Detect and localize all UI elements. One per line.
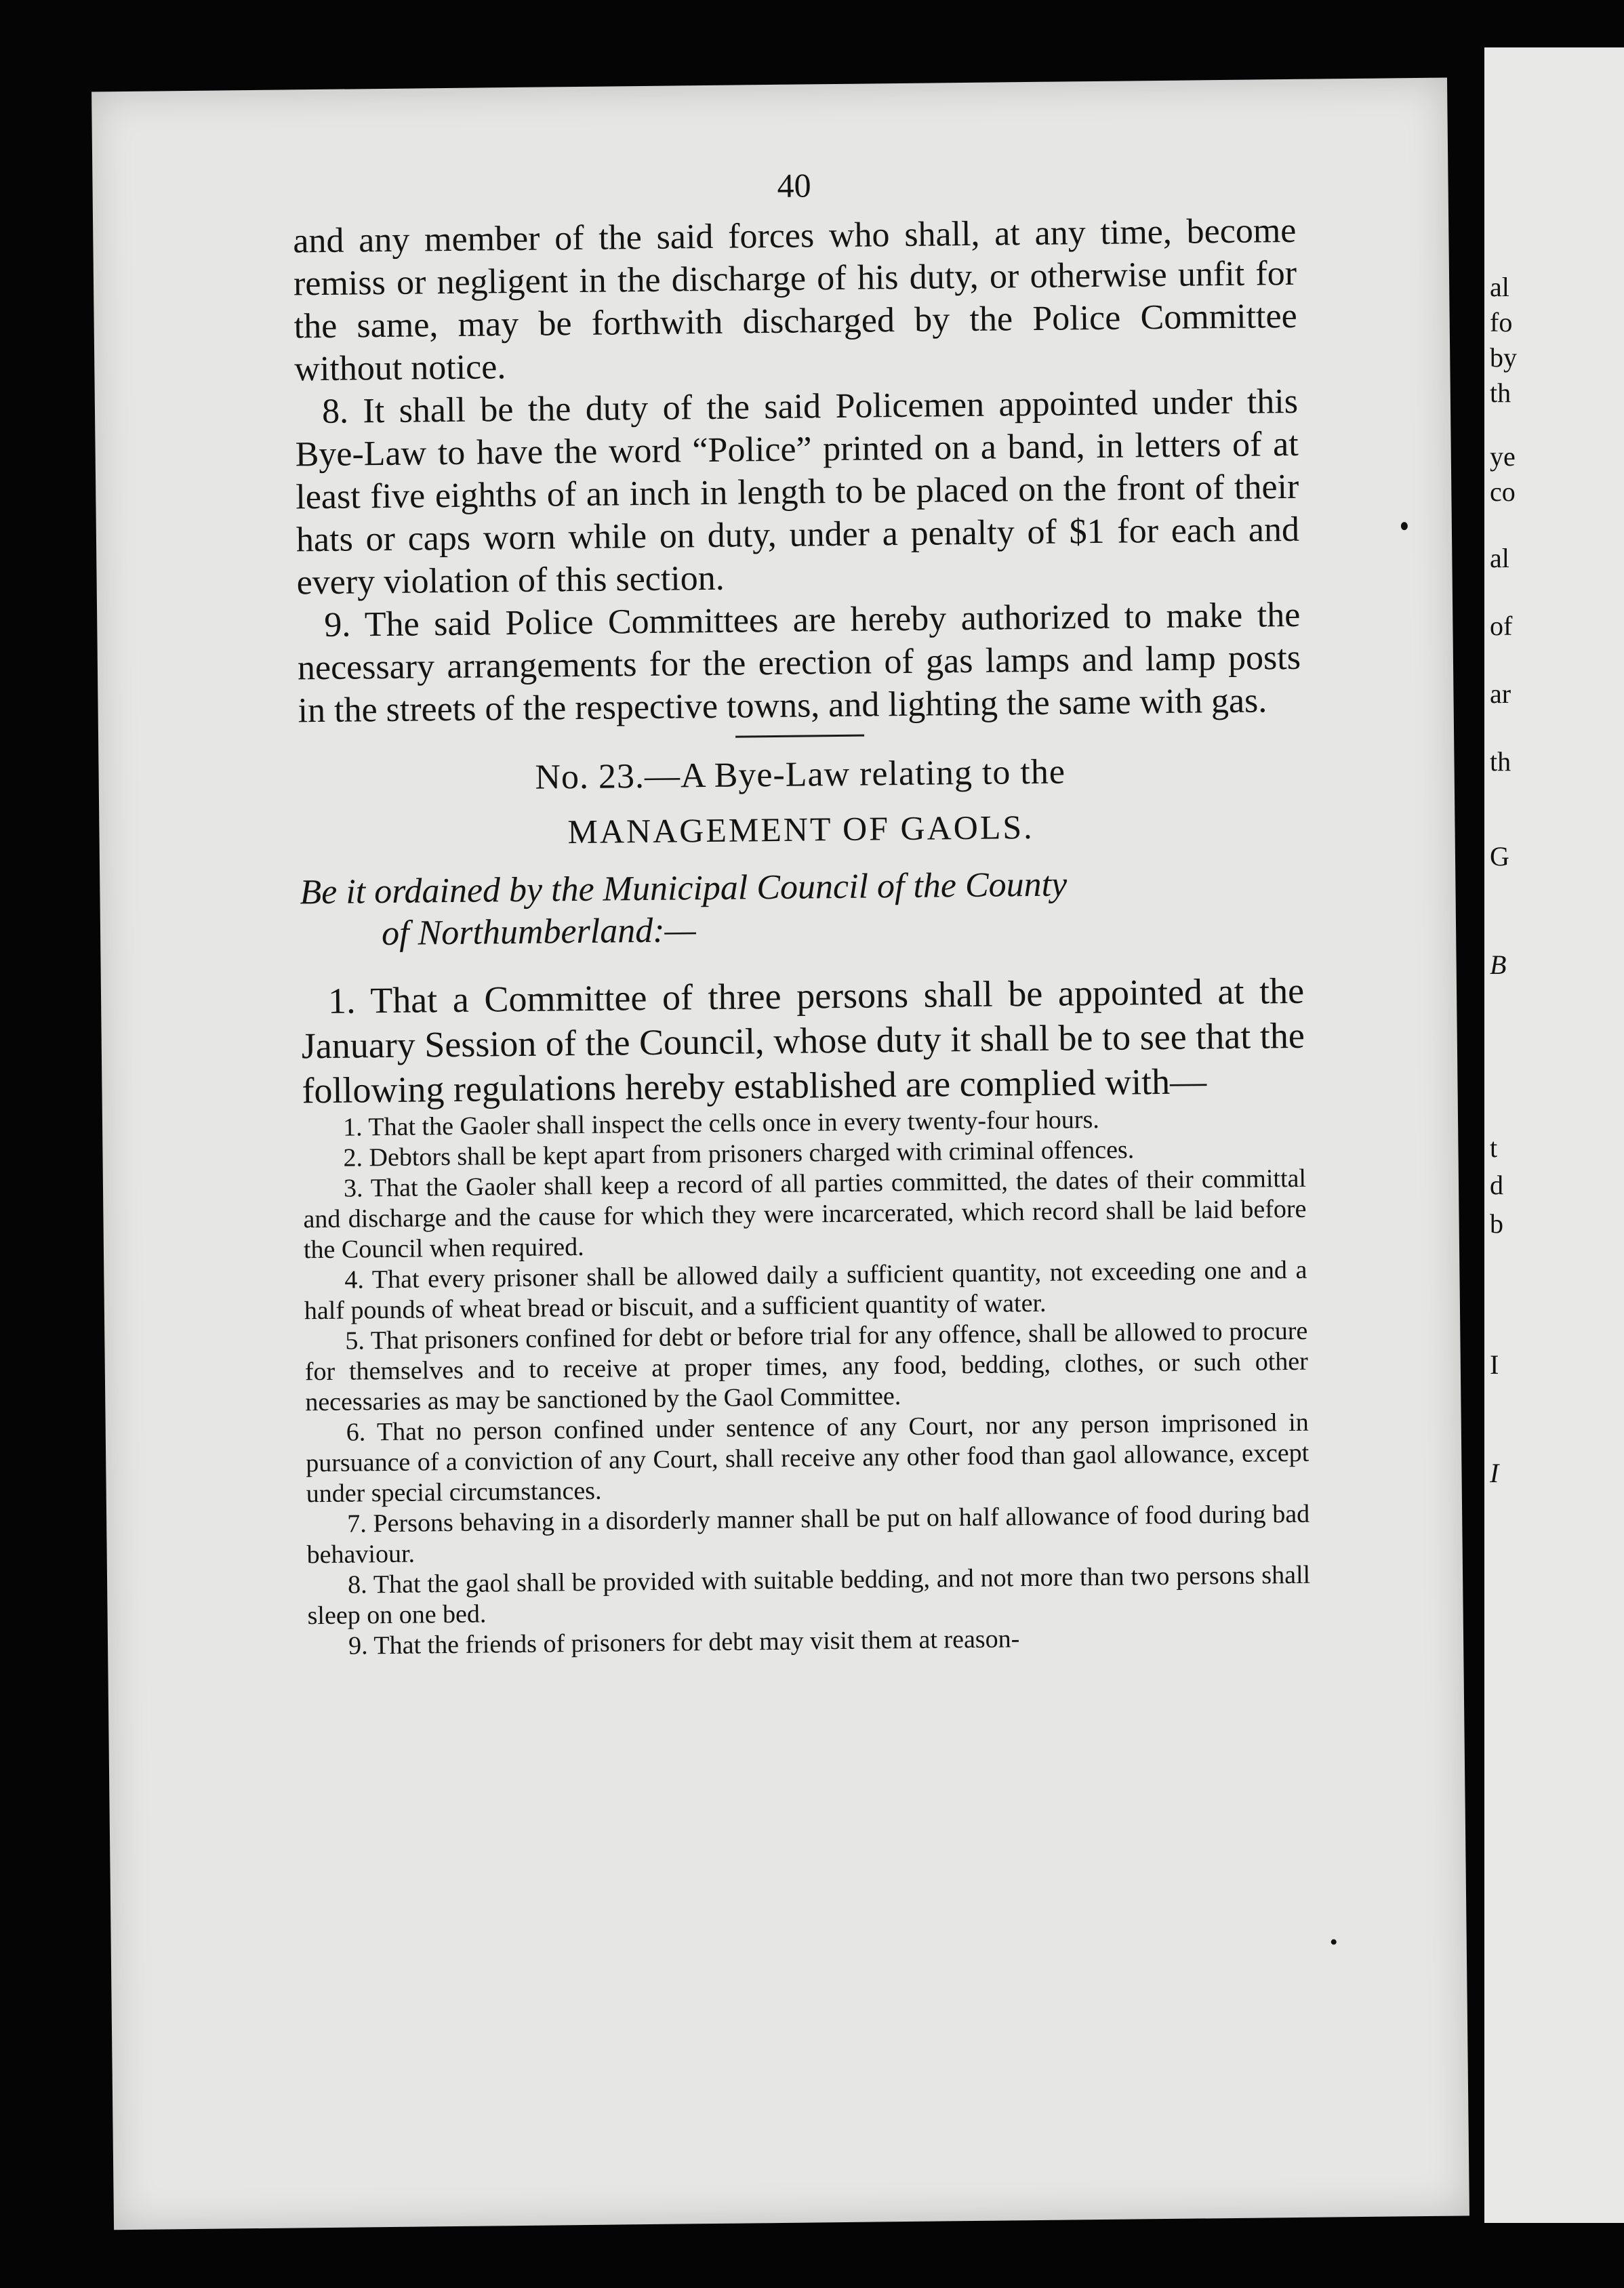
adjacent-fragment: G [1490, 841, 1509, 872]
adjacent-fragment: I [1490, 1349, 1499, 1380]
adjacent-fragment: t [1490, 1132, 1498, 1163]
regulation-8: 8. That the gaol shall be provided with suitable bedding, and not more than two persons shall sleep on one bed. [307, 1560, 1311, 1631]
page-content [292, 161, 1311, 1662]
section-8: 8. It shall be the duty of the said Policemen appointed under this Bye-Law to have the word “Police” printed on a band, in letters of at least five eighths of an inch in length to be placed on the front of their hats or caps worn while on duty, under a penalty of $1 for each and every violation of this section. [295, 382, 1300, 602]
regulation-9: 9. That the friends of prisoners for debt may visit them at reason- [348, 1625, 1020, 1660]
regulation-6: 6. That no person confined under sentence of any Court, nor any person imprisoned in pursuance of a conviction of any Court, shall receive any other food than gaol allowance, except under special circumstances. [306, 1408, 1310, 1509]
regulation-4: 4. That every prisoner shall be allowed daily a sufficient quantity, not exceeding one and a half pounds of wheat bread or biscuit, and a sufficient quantity of water. [304, 1255, 1307, 1326]
adjacent-fragment: b [1490, 1208, 1503, 1239]
regulation-3: 3. That the Gaoler shall keep a record of all parties committed, the dates of their committal and discharge and the cause for which they were incarcerated, which record shall be laid before the Council when required. [303, 1164, 1307, 1265]
gaol-committee-rule [301, 968, 1305, 1113]
adjacent-page-edge [1484, 47, 1624, 2223]
regulation-7: 7. Persons behaving in a disorderly manner shall be put on half allowance of food during bad behaviour. [306, 1499, 1310, 1570]
enacting-clause-line-1: Be it ordained by the Municipal Council of the County [300, 865, 1068, 912]
adjacent-fragment: ye [1490, 441, 1516, 472]
police-bylaw-continuation [293, 209, 1301, 732]
adjacent-fragment: th [1490, 746, 1511, 777]
enacting-clause-line-2: of Northumberland:— [381, 911, 697, 954]
opening-paragraph: and any member of the said forces who shall, at any time, become remiss or negligent in the discharge of his duty, or otherwise unfit for the same, may be forthwith discharged by the Police Committee without notice. [293, 211, 1297, 389]
regulation-5: 5. That prisoners confined for debt or before trial for any offence, shall be allowed to procure for themselves and to receive at proper times, any food, bedding, clothes, or such other necessaries as may be sanctioned by the Gaol Committee. [304, 1316, 1308, 1417]
adjacent-fragment: by [1490, 342, 1517, 373]
adjacent-fragment: th [1490, 377, 1511, 408]
adjacent-fragment: al [1490, 543, 1509, 573]
gaol-regulations [302, 1103, 1311, 1662]
adjacent-fragment: I [1490, 1458, 1499, 1488]
adjacent-fragment: fo [1490, 307, 1513, 338]
enacting-clause [300, 861, 1303, 956]
ink-speck [1331, 1939, 1337, 1944]
page-number: 40 [777, 166, 811, 205]
bylaw-number: No. 23.—A Bye-Law relating to the [535, 752, 1066, 797]
adjacent-fragment: al [1490, 272, 1509, 302]
section-divider [735, 735, 864, 738]
adjacent-fragment: co [1490, 476, 1516, 507]
ink-speck [1401, 522, 1408, 530]
adjacent-fragment: d [1490, 1170, 1503, 1200]
adjacent-fragment: of [1490, 611, 1513, 641]
section-9: 9. The said Police Committees are hereby authorized to make the necessary arrangements for the erection of gas lamps and lamp posts in the streets of the respective towns, and lighting the same with gas. [297, 595, 1301, 731]
adjacent-fragment: B [1490, 949, 1507, 980]
rule-1: 1. That a Committee of three persons shall be appointed at the January Session of the Council, whose duty it shall be to see that the following regulations hereby established are complied with— [301, 970, 1305, 1111]
adjacent-fragment: ar [1490, 678, 1511, 709]
regulation-1: 1. That the Gaoler shall inspect the cells once in every twenty-four hours. [342, 1105, 1099, 1142]
document-page [92, 78, 1469, 2230]
regulation-2: 2. Debtors shall be kept apart from prisoners charged with criminal offences. [343, 1135, 1135, 1172]
bylaw-title: MANAGEMENT OF GAOLS. [567, 807, 1034, 851]
